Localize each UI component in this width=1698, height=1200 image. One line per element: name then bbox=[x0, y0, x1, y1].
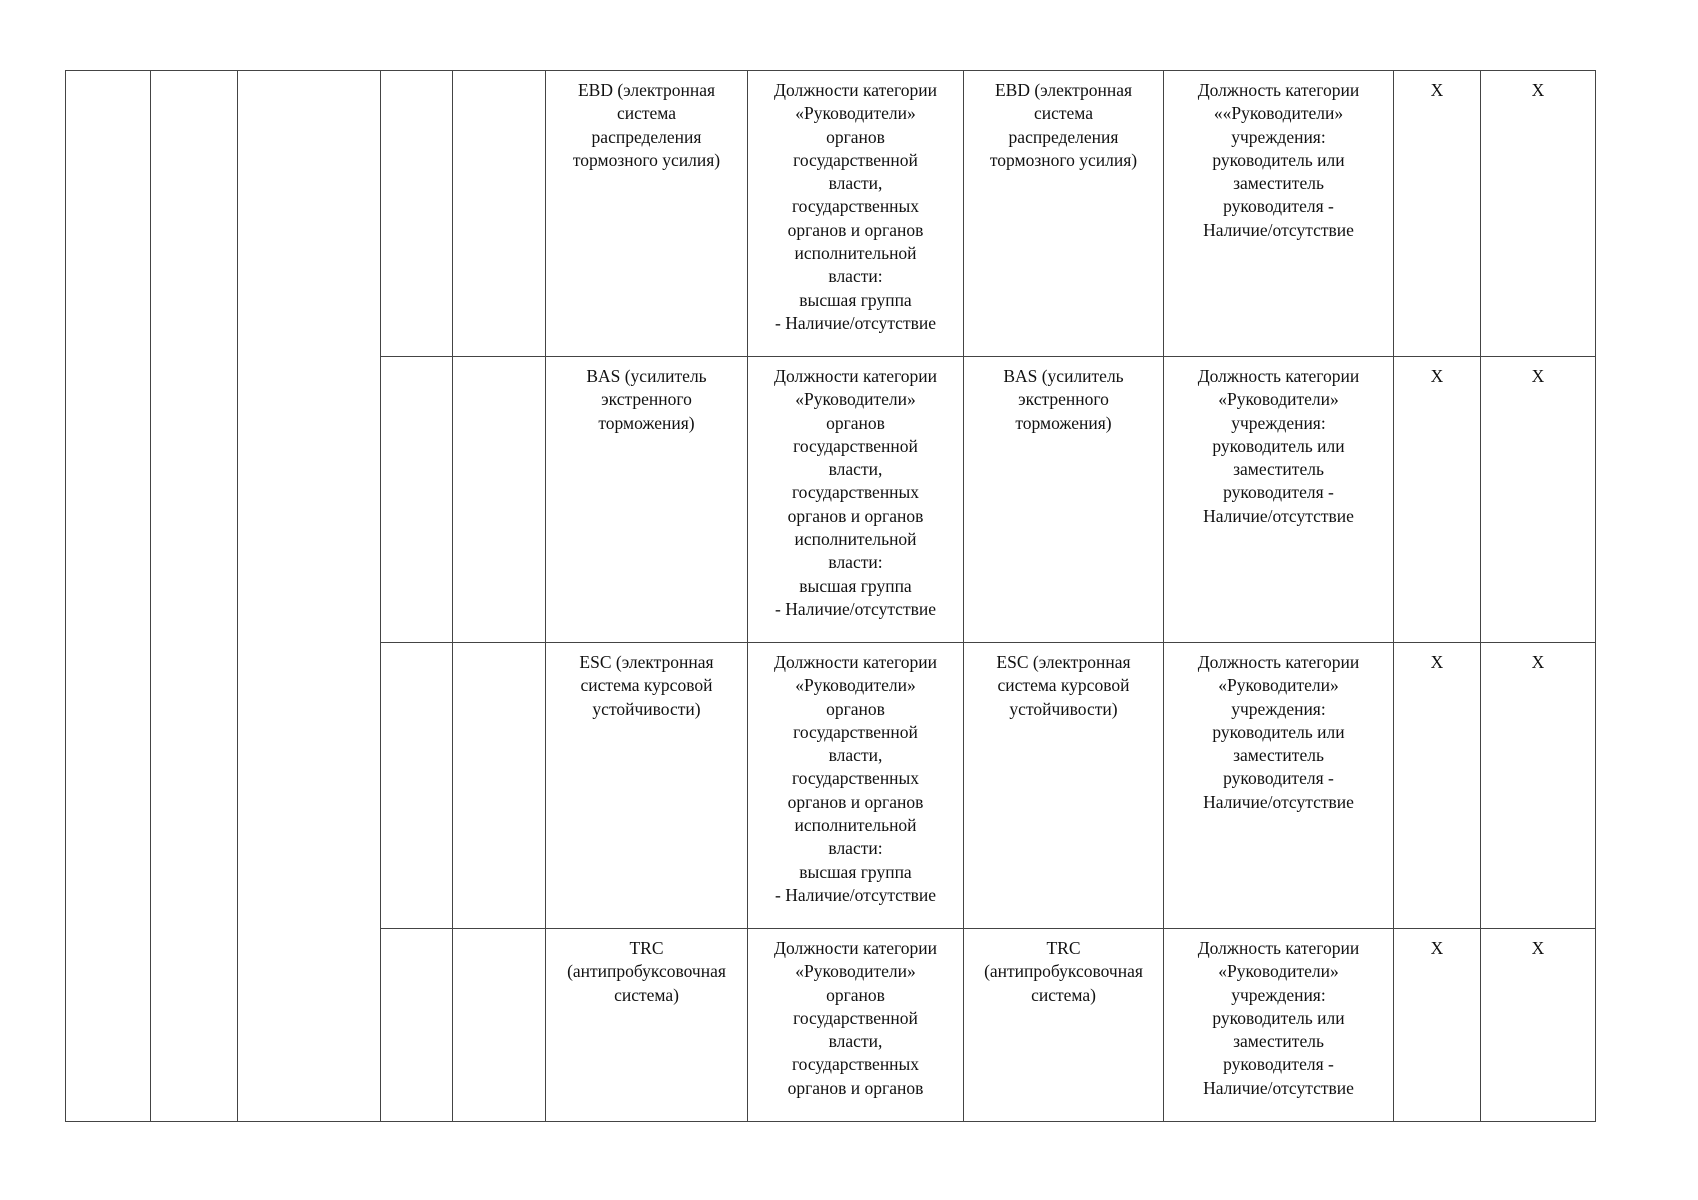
gov-positions-cell: Должности категории «Руководители» органов государственной власти, государственных органов и органов исполнительной власти: высшая группа - Наличие/отсутствие bbox=[748, 71, 964, 357]
institution-position-cell: Должность категории ««Руководители» учреждения: руководитель или заместитель руководителя - Наличие/отсутствие bbox=[1164, 71, 1394, 357]
mark-cell: X bbox=[1394, 357, 1481, 643]
empty-cell bbox=[453, 71, 546, 357]
institution-position-cell: Должность категории «Руководители» учреждения: руководитель или заместитель руководителя - Наличие/отсутствие bbox=[1164, 357, 1394, 643]
merged-empty-cell bbox=[238, 71, 381, 1122]
empty-cell bbox=[381, 71, 453, 357]
system-name-cell: ESC (электронная система курсовой устойчивости) bbox=[546, 643, 748, 929]
institution-position-cell: Должность категории «Руководители» учреждения: руководитель или заместитель руководителя - Наличие/отсутствие bbox=[1164, 643, 1394, 929]
empty-cell bbox=[453, 929, 546, 1122]
system-name-cell: EBD (электронная система распределения тормозного усилия) bbox=[546, 71, 748, 357]
empty-cell bbox=[381, 643, 453, 929]
requirements-table bbox=[65, 70, 1596, 1122]
mark-cell: X bbox=[1481, 643, 1596, 929]
empty-cell bbox=[453, 357, 546, 643]
mark-cell: X bbox=[1481, 357, 1596, 643]
system-name-repeat-cell: TRC (антипробуксовочная система) bbox=[964, 929, 1164, 1122]
merged-empty-cell bbox=[66, 71, 151, 1122]
system-name-cell: BAS (усилитель экстренного торможения) bbox=[546, 357, 748, 643]
gov-positions-cell: Должности категории «Руководители» органов государственной власти, государственных органов и органов исполнительной власти: высшая группа - Наличие/отсутствие bbox=[748, 643, 964, 929]
empty-cell bbox=[381, 929, 453, 1122]
mark-cell: X bbox=[1394, 929, 1481, 1122]
empty-cell bbox=[453, 643, 546, 929]
system-name-repeat-cell: BAS (усилитель экстренного торможения) bbox=[964, 357, 1164, 643]
mark-cell: X bbox=[1394, 71, 1481, 357]
merged-empty-cell bbox=[151, 71, 238, 1122]
empty-cell bbox=[381, 357, 453, 643]
gov-positions-cell: Должности категории «Руководители» органов государственной власти, государственных органов и органов исполнительной власти: высшая группа - Наличие/отсутствие bbox=[748, 357, 964, 643]
mark-cell: X bbox=[1481, 929, 1596, 1122]
mark-cell: X bbox=[1481, 71, 1596, 357]
system-name-cell: TRC (антипробуксовочная система) bbox=[546, 929, 748, 1122]
system-name-repeat-cell: EBD (электронная система распределения тормозного усилия) bbox=[964, 71, 1164, 357]
mark-cell: X bbox=[1394, 643, 1481, 929]
table-row bbox=[66, 71, 1596, 357]
system-name-repeat-cell: ESC (электронная система курсовой устойчивости) bbox=[964, 643, 1164, 929]
institution-position-cell: Должность категории «Руководители» учреждения: руководитель или заместитель руководителя - Наличие/отсутствие bbox=[1164, 929, 1394, 1122]
gov-positions-cell: Должности категории «Руководители» органов государственной власти, государственных органов и органов bbox=[748, 929, 964, 1122]
